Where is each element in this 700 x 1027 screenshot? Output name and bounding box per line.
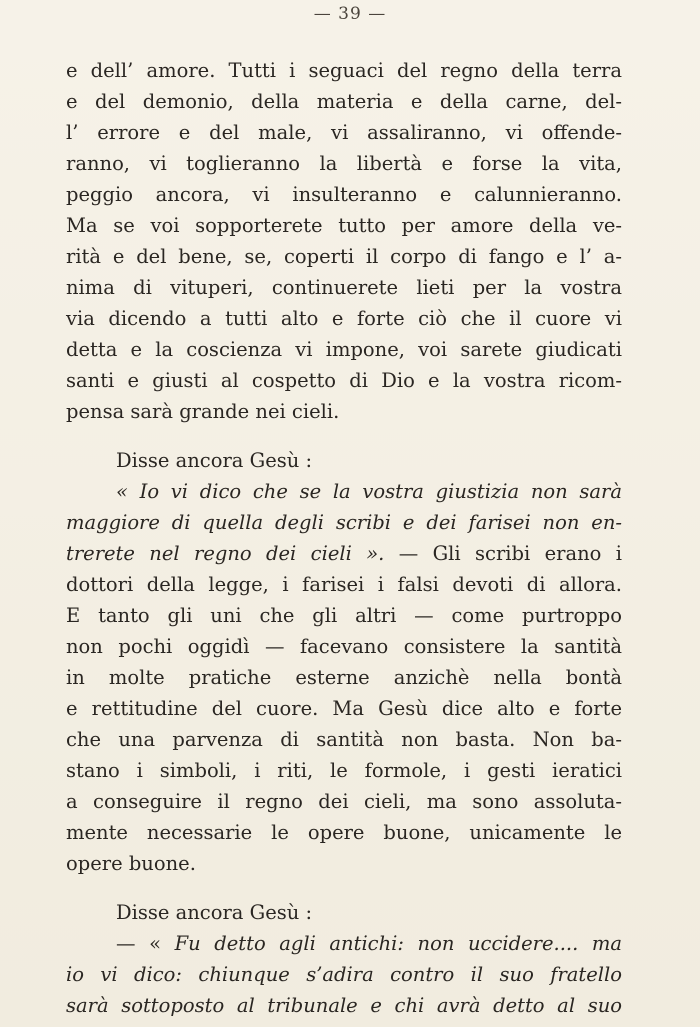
- text-line: opere buone.: [66, 852, 196, 875]
- paragraph-1: [66, 55, 622, 427]
- text-line: ranno, vi toglieranno la libertà e forse la vita,: [66, 152, 622, 175]
- text-line: e del demonio, della materia e della carne, del-: [66, 90, 622, 113]
- text-line-italic: maggiore di quella degli scribi e dei farisei non en-: [66, 511, 622, 534]
- text-line-italic: io vi dico: chiunque s’adira contro il suo fratello: [66, 963, 622, 986]
- text-line: Ma se voi sopporterete tutto per amore della ve-: [66, 214, 622, 237]
- text-line: non pochi oggidì — facevano consistere la santità: [66, 635, 622, 658]
- text-line: peggio ancora, vi insulteranno e calunnieranno.: [66, 183, 622, 206]
- text-line: a conseguire il regno dei cieli, ma sono assoluta-: [66, 790, 622, 813]
- text-line-mixed: [66, 538, 622, 569]
- text-line-italic: sarà sottoposto al tribunale e chi avrà detto al suo: [66, 994, 622, 1017]
- text-line: che una parvenza di santità non basta. Non ba-: [66, 728, 622, 751]
- text-line: mente necessarie le opere buone, unicamente le: [66, 821, 622, 844]
- text-line: e rettitudine del cuore. Ma Gesù dice alto e forte: [66, 697, 622, 720]
- text-line: pensa sarà grande nei cieli.: [66, 400, 340, 423]
- text-italic-span: Fu detto agli antichi: non uccidere.... ma: [174, 932, 622, 955]
- paragraph-2: [66, 476, 622, 879]
- text-line: dottori della legge, i farisei i falsi devoti di allora.: [66, 573, 622, 596]
- text-line: rità e del bene, se, coperti il corpo di fango e l’ a-: [66, 245, 622, 268]
- text-roman-span: — Gli scribi erano i: [398, 542, 622, 565]
- text-line: in molte pratiche esterne anzichè nella bontà: [66, 666, 622, 689]
- text-line-italic: « Io vi dico che se la vostra giustizia non sarà: [116, 480, 622, 503]
- paragraph-3: [66, 928, 622, 1021]
- text-line: santi e giusti al cospetto di Dio e la vostra ricom-: [66, 369, 622, 392]
- text-italic-span: trerete nel regno dei cieli ».: [66, 542, 385, 565]
- page-text: [66, 55, 622, 1021]
- text-line-mixed: [66, 928, 622, 959]
- text-line: e dell’ amore. Tutti i seguaci del regno della terra: [66, 59, 622, 82]
- text-line: via dicendo a tutti alto e forte ciò che il cuore vi: [66, 307, 622, 330]
- text-line: nima di vituperi, continuerete lieti per la vostra: [66, 276, 622, 299]
- page-number: — 39 —: [313, 4, 387, 24]
- heading-disse-ancora-gesu-2: Disse ancora Gesù :: [116, 901, 313, 924]
- text-line: detta e la coscienza vi impone, voi sarete giudicati: [66, 338, 622, 361]
- heading-disse-ancora-gesu-1: Disse ancora Gesù :: [116, 449, 313, 472]
- text-line: stano i simboli, i riti, le formole, i gesti ieratici: [66, 759, 622, 782]
- text-roman-span: — «: [116, 932, 162, 955]
- text-line: E tanto gli uni che gli altri — come purtroppo: [66, 604, 622, 627]
- text-line: l’ errore e del male, vi assaliranno, vi offende-: [66, 121, 622, 144]
